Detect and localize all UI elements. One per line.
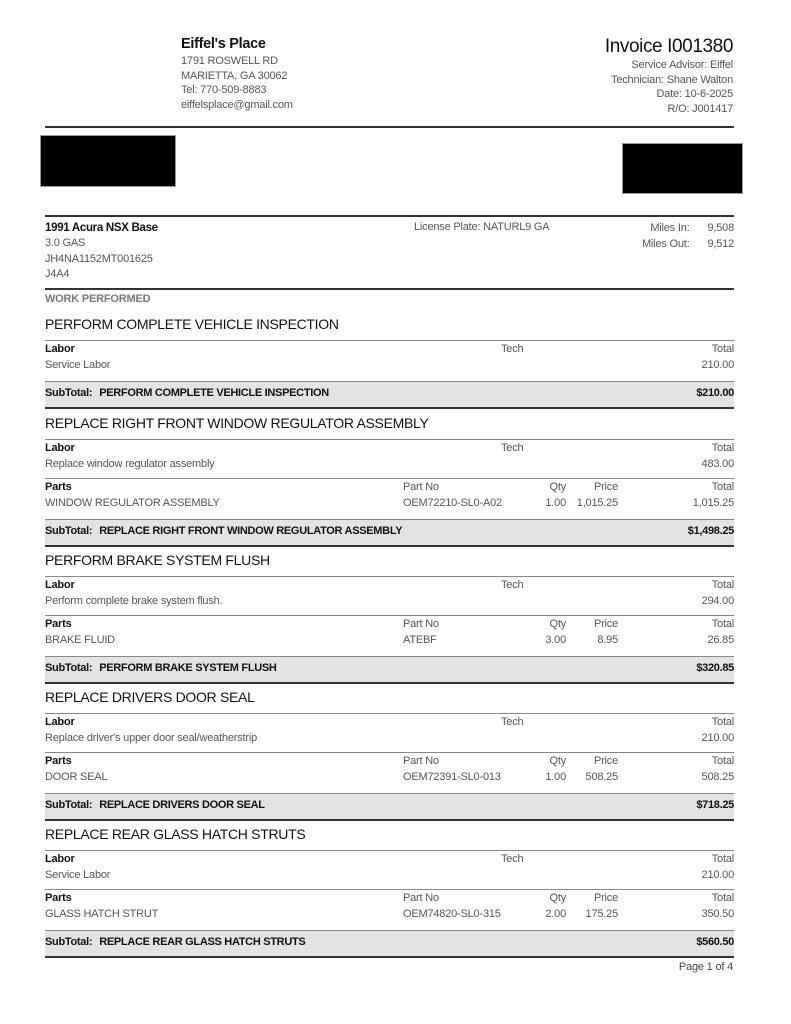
subtotal-label [45, 525, 402, 537]
tech-header: Tech [501, 579, 524, 591]
tech-header: Tech [501, 442, 524, 454]
part-number: OEM72391-SL0-013 [403, 771, 501, 783]
qty-header: Qty [549, 618, 566, 630]
job-section [45, 549, 734, 684]
subtotal-job-name: PERFORM COMPLETE VEHICLE INSPECTION [99, 387, 329, 399]
qty-header: Qty [549, 892, 566, 904]
subtotal-prefix: SubTotal: [45, 662, 93, 674]
labor-description: Replace driver's upper door seal/weatherstrip [45, 732, 257, 744]
labor-header: Labor [45, 442, 75, 454]
vehicle-model: 1991 Acura NSX Base [45, 222, 158, 234]
subtotal-job-name: REPLACE RIGHT FRONT WINDOW REGULATOR ASSEMBLY [99, 525, 403, 537]
labor-total: 210.00 [701, 732, 734, 744]
part-number: OEM74820-SL0-315 [403, 908, 501, 920]
parts-block [45, 752, 734, 788]
subtotal-row [45, 793, 734, 821]
subtotal-row [45, 519, 734, 547]
subtotal-amount: $210.00 [696, 387, 734, 399]
tech-header: Tech [501, 853, 524, 865]
part-price: 175.25 [585, 908, 618, 920]
job-section [45, 313, 734, 409]
labor-total: 483.00 [701, 458, 734, 470]
job-title: REPLACE REAR GLASS HATCH STRUTS [45, 826, 306, 842]
part-price: 508.25 [585, 771, 618, 783]
part-total: 350.50 [701, 908, 734, 920]
labor-block [45, 850, 734, 886]
service-advisor: Service Advisor: Eiffel [631, 59, 733, 71]
subtotal-job-name: PERFORM BRAKE SYSTEM FLUSH [99, 662, 277, 674]
job-title: PERFORM COMPLETE VEHICLE INSPECTION [45, 316, 339, 332]
shop-name: Eiffel's Place [181, 36, 266, 52]
part-number: OEM72210-SL0-A02 [403, 497, 502, 509]
labor-header: Labor [45, 716, 75, 728]
work-performed-label: WORK PERFORMED [45, 293, 151, 305]
price-header: Price [593, 755, 618, 767]
parts-block [45, 615, 734, 651]
price-header: Price [593, 892, 618, 904]
vehicle-top-divider [45, 215, 734, 217]
tech-header: Tech [501, 343, 524, 355]
part-number: ATEBF [403, 634, 437, 646]
part-price: 1,015.25 [576, 497, 618, 509]
total-header: Total [711, 481, 734, 493]
miles-out-label: Miles Out: [641, 237, 690, 250]
job-title: REPLACE DRIVERS DOOR SEAL [45, 689, 255, 705]
miles-in-value: 9,508 [707, 222, 734, 234]
part-no-header: Part No [403, 892, 439, 904]
redacted-info-block [622, 143, 743, 194]
shop-info [181, 36, 421, 112]
page-number: Page 1 of 4 [678, 961, 733, 973]
part-qty: 1.00 [545, 497, 566, 509]
repair-order-number: R/O: J001417 [667, 102, 733, 115]
parts-block [45, 478, 734, 514]
labor-total: 210.00 [701, 359, 734, 371]
shop-address-line1: 1791 ROSWELL RD [181, 55, 278, 67]
subtotal-job-name: REPLACE DRIVERS DOOR SEAL [99, 799, 265, 811]
total-header: Total [711, 716, 734, 728]
subtotal-prefix: SubTotal: [45, 387, 93, 399]
part-no-header: Part No [403, 481, 439, 493]
miles-out-value: 9,512 [707, 237, 734, 250]
job-title: PERFORM BRAKE SYSTEM FLUSH [45, 552, 270, 568]
parts-header: Parts [45, 892, 72, 904]
labor-description: Service Labor [45, 359, 111, 371]
parts-header: Parts [45, 481, 72, 493]
parts-block [45, 889, 734, 925]
tech-header: Tech [501, 716, 524, 728]
labor-header: Labor [45, 579, 75, 591]
subtotal-label [45, 936, 305, 948]
subtotal-amount: $320.85 [696, 662, 734, 674]
subtotal-amount: $1,498.25 [687, 525, 734, 537]
labor-block [45, 439, 734, 475]
subtotal-amount: $560.50 [696, 936, 734, 948]
labor-block [45, 713, 734, 749]
vehicle-code: J4A4 [45, 268, 70, 280]
labor-description: Perform complete brake system flush. [45, 595, 223, 607]
subtotal-prefix: SubTotal: [45, 799, 93, 811]
mileage [642, 221, 734, 252]
labor-block [45, 340, 734, 376]
parts-header: Parts [45, 755, 72, 767]
total-header: Total [711, 343, 734, 355]
vehicle-vin: JH4NA1152MT001625 [45, 252, 153, 265]
labor-description: Service Labor [45, 869, 111, 881]
part-total: 26.85 [707, 634, 734, 646]
part-description: DOOR SEAL [45, 771, 108, 783]
part-qty: 3.00 [545, 634, 566, 646]
qty-header: Qty [549, 755, 566, 767]
total-header: Total [711, 853, 734, 865]
license-plate: License Plate: NATURL9 GA [414, 221, 550, 233]
miles-in-label: Miles In: [650, 222, 690, 234]
qty-header: Qty [549, 481, 566, 493]
subtotal-row [45, 930, 734, 958]
job-section [45, 412, 734, 547]
labor-header: Labor [45, 343, 75, 355]
labor-description: Replace window regulator assembly [45, 458, 215, 470]
labor-total: 210.00 [701, 869, 734, 881]
vehicle-info [45, 221, 734, 283]
part-no-header: Part No [403, 755, 439, 767]
price-header: Price [593, 618, 618, 630]
subtotal-job-name: REPLACE REAR GLASS HATCH STRUTS [99, 936, 306, 948]
part-total: 508.25 [701, 771, 734, 783]
subtotal-row [45, 656, 734, 684]
price-header: Price [593, 481, 618, 493]
job-section [45, 686, 734, 821]
job-section [45, 823, 734, 958]
technician: Technician: Shane Walton [611, 73, 733, 86]
part-no-header: Part No [403, 618, 439, 630]
part-description: GLASS HATCH STRUT [45, 908, 159, 920]
total-header: Total [711, 442, 734, 454]
part-description: BRAKE FLUID [45, 634, 115, 646]
part-price: 8.95 [597, 634, 618, 646]
subtotal-amount: $718.25 [696, 799, 734, 811]
total-header: Total [711, 618, 734, 630]
subtotal-prefix: SubTotal: [45, 936, 93, 948]
invoice-title: Invoice I001380 [604, 36, 733, 57]
subtotal-label [45, 662, 277, 674]
parts-header: Parts [45, 618, 72, 630]
invoice-info [605, 36, 733, 116]
part-qty: 1.00 [545, 771, 566, 783]
total-header: Total [711, 892, 734, 904]
invoice-date: Date: 10-6-2025 [656, 88, 733, 100]
part-description: WINDOW REGULATOR ASSEMBLY [45, 497, 220, 509]
total-header: Total [711, 755, 734, 767]
total-header: Total [711, 579, 734, 591]
shop-address-line2: MARIETTA, GA 30062 [181, 69, 288, 82]
subtotal-row [45, 381, 734, 409]
vehicle-engine: 3.0 GAS [45, 237, 86, 249]
labor-total: 294.00 [701, 595, 734, 607]
labor-block [45, 576, 734, 612]
vehicle-bottom-divider [45, 288, 734, 290]
part-qty: 2.00 [545, 908, 566, 920]
subtotal-label [45, 387, 329, 399]
labor-header: Labor [45, 853, 75, 865]
redacted-customer-block [40, 135, 176, 187]
header-divider [45, 126, 734, 128]
subtotal-label [45, 799, 265, 811]
shop-email: eiffelsplace@gmail.com [181, 98, 293, 111]
shop-phone: Tel: 770-509-8883 [181, 84, 267, 96]
job-title: REPLACE RIGHT FRONT WINDOW REGULATOR ASSEMBLY [45, 415, 429, 431]
subtotal-prefix: SubTotal: [45, 525, 93, 537]
part-total: 1,015.25 [692, 497, 734, 509]
